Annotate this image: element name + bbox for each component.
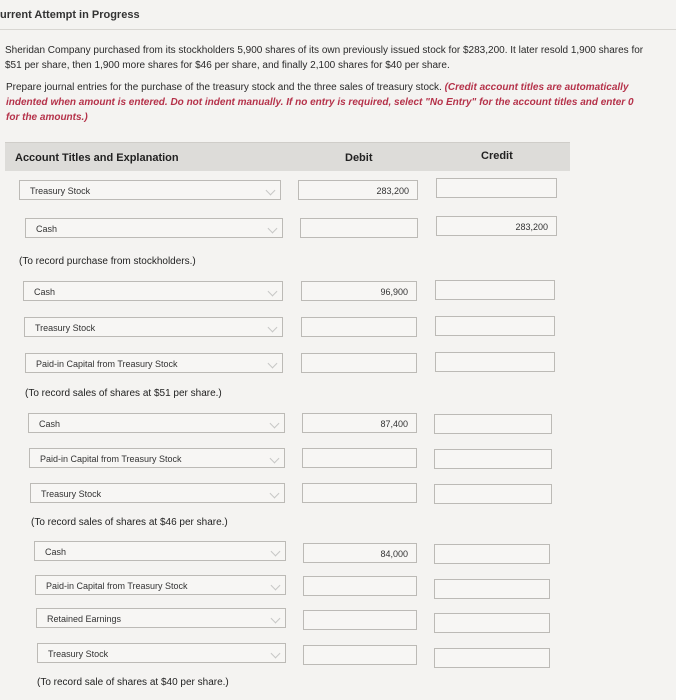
account-title: Treasury Stock	[48, 649, 109, 659]
debit-input[interactable]	[301, 317, 417, 337]
account-select[interactable]	[34, 541, 286, 561]
debit-column-header: Debit	[345, 152, 373, 164]
account-select[interactable]	[36, 608, 286, 628]
debit-input[interactable]	[303, 576, 417, 596]
account-select[interactable]	[24, 317, 283, 337]
credit-input[interactable]	[435, 280, 555, 300]
account-title: Retained Earnings	[47, 614, 122, 624]
account-title: Paid-in Capital from Treasury Stock	[46, 581, 188, 591]
journal-table-header	[5, 142, 570, 171]
credit-amount: 283,200	[515, 222, 548, 232]
chevron-down-icon	[270, 489, 280, 499]
debit-amount: 283,200	[376, 186, 409, 196]
account-select[interactable]	[19, 180, 281, 200]
credit-input[interactable]	[435, 316, 555, 336]
debit-input[interactable]	[303, 610, 417, 630]
account-title: Paid-in Capital from Treasury Stock	[40, 454, 182, 464]
credit-input[interactable]	[434, 613, 550, 633]
chevron-down-icon	[271, 649, 281, 659]
credit-input[interactable]	[436, 178, 557, 198]
debit-input[interactable]	[303, 543, 417, 563]
instructions-lead: Prepare journal entries for the purchase of the treasury stock and the three sales of treasury stock.	[6, 82, 445, 93]
chevron-down-icon	[268, 323, 278, 333]
account-select[interactable]	[23, 281, 283, 301]
account-select[interactable]	[30, 483, 285, 503]
entry-explanation: (To record purchase from stockholders.)	[19, 256, 196, 267]
account-title: Cash	[34, 287, 56, 297]
account-title: Cash	[39, 419, 61, 429]
debit-input[interactable]	[301, 281, 417, 301]
credit-input[interactable]	[435, 352, 555, 372]
credit-input[interactable]	[434, 449, 552, 469]
chevron-down-icon	[270, 419, 280, 429]
account-select[interactable]	[28, 413, 285, 433]
account-select[interactable]	[35, 575, 286, 595]
chevron-down-icon	[266, 186, 276, 196]
credit-column-header: Credit	[481, 150, 513, 162]
account-title: Paid-in Capital from Treasury Stock	[36, 359, 178, 369]
account-column-header: Account Titles and Explanation	[15, 152, 179, 164]
debit-input[interactable]	[301, 353, 417, 373]
chevron-down-icon	[268, 287, 278, 297]
credit-input[interactable]	[436, 216, 557, 236]
chevron-down-icon	[270, 454, 280, 464]
credit-input[interactable]	[434, 414, 552, 434]
problem-statement: Sheridan Company purchased from its stockholders 5,900 shares of its own previously issued stock for $283,200. It later resold 1,900 shares for $51 per share, then 1,900 more shares for $46 per share, and finally 2,100 shares for $40 per share.	[5, 45, 644, 71]
debit-amount: 84,000	[380, 549, 408, 559]
instructions	[6, 80, 646, 125]
page-title: urrent Attempt in Progress	[0, 9, 140, 21]
credit-input[interactable]	[434, 579, 550, 599]
debit-amount: 96,900	[380, 287, 408, 297]
entry-explanation: (To record sales of shares at $46 per share.)	[31, 517, 228, 528]
account-title: Cash	[45, 547, 67, 557]
debit-input[interactable]	[298, 180, 418, 200]
account-select[interactable]	[37, 643, 286, 663]
debit-input[interactable]	[302, 413, 417, 433]
header-divider	[0, 29, 676, 30]
credit-input[interactable]	[434, 648, 550, 668]
debit-amount: 87,400	[380, 419, 408, 429]
account-title: Treasury Stock	[41, 489, 102, 499]
debit-input[interactable]	[300, 218, 418, 238]
entry-explanation: (To record sales of shares at $51 per share.)	[25, 388, 222, 399]
account-title: Treasury Stock	[35, 323, 96, 333]
debit-input[interactable]	[302, 483, 417, 503]
debit-input[interactable]	[303, 645, 417, 665]
chevron-down-icon	[268, 224, 278, 234]
credit-input[interactable]	[434, 544, 550, 564]
account-title: Cash	[36, 224, 58, 234]
chevron-down-icon	[268, 359, 278, 369]
credit-input[interactable]	[434, 484, 552, 504]
chevron-down-icon	[271, 581, 281, 591]
chevron-down-icon	[271, 614, 281, 624]
chevron-down-icon	[271, 547, 281, 557]
account-select[interactable]	[29, 448, 285, 468]
debit-input[interactable]	[302, 448, 417, 468]
instructions-note: (Credit account titles are automatically indented when amount is entered. Do not indent manually. If no entry is required, select "No Entry" for the account titles and enter 0 for the amounts.)	[6, 82, 634, 123]
account-select[interactable]	[25, 218, 283, 238]
account-select[interactable]	[25, 353, 283, 373]
entry-explanation: (To record sale of shares at $40 per share.)	[37, 677, 229, 688]
account-title: Treasury Stock	[30, 186, 91, 196]
